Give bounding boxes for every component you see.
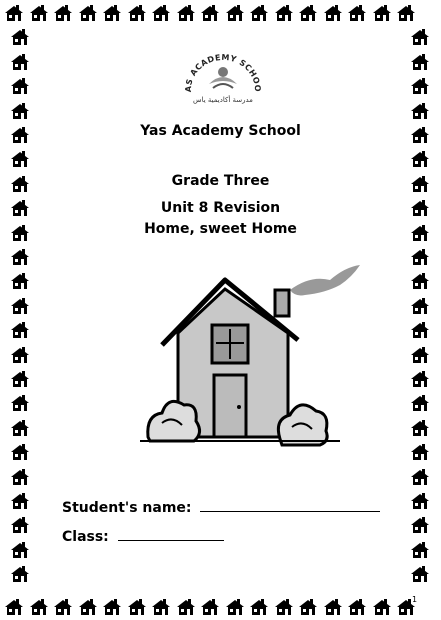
house-icon	[53, 598, 73, 616]
house-icon	[10, 346, 30, 364]
house-icon	[200, 598, 220, 616]
house-icon	[274, 4, 294, 22]
house-icon	[10, 541, 30, 559]
house-icon	[29, 598, 49, 616]
house-icon	[410, 394, 430, 412]
house-icon	[410, 492, 430, 510]
house-icon	[10, 297, 30, 315]
house-icon	[410, 297, 430, 315]
house-icon	[410, 443, 430, 461]
house-icon	[10, 394, 30, 412]
house-icon	[10, 468, 30, 486]
house-icon	[410, 346, 430, 364]
house-icon	[10, 272, 30, 290]
house-icon	[323, 4, 343, 22]
house-icon	[225, 598, 245, 616]
house-icon	[10, 492, 30, 510]
student-name-field[interactable]	[62, 499, 380, 516]
house-icon	[78, 598, 98, 616]
house-icon	[151, 598, 171, 616]
house-icon	[10, 443, 30, 461]
house-icon	[10, 321, 30, 339]
house-icon	[347, 4, 367, 22]
house-icon	[10, 77, 30, 95]
house-icon	[410, 248, 430, 266]
house-icon	[410, 77, 430, 95]
house-icon	[410, 28, 430, 46]
house-icon	[29, 4, 49, 22]
house-icon	[410, 419, 430, 437]
logo-arabic-text: مدرسة أكاديمية ياس	[193, 96, 253, 104]
class-label: Class:	[62, 529, 109, 545]
house-icon	[53, 4, 73, 22]
house-icon	[10, 53, 30, 71]
house-icon	[410, 370, 430, 388]
unit-title: Unit 8 Revision	[160, 200, 281, 216]
house-icon	[78, 4, 98, 22]
house-icon	[102, 598, 122, 616]
house-icon	[225, 4, 245, 22]
unit-subtitle: Home, sweet Home	[144, 221, 297, 237]
house-icon	[151, 4, 171, 22]
student-name-blank[interactable]	[200, 499, 380, 512]
house-icon	[4, 4, 24, 22]
house-icon	[410, 272, 430, 290]
school-logo	[173, 50, 273, 120]
house-icon	[127, 598, 147, 616]
class-blank[interactable]	[118, 528, 224, 541]
house-illustration	[140, 255, 370, 455]
house-icon	[10, 370, 30, 388]
house-icon	[10, 248, 30, 266]
house-icon	[176, 4, 196, 22]
house-icon	[410, 321, 430, 339]
logo-arc-text: AS ACADEMY SCHOO	[183, 52, 263, 93]
house-icon	[249, 4, 269, 22]
house-icon	[127, 4, 147, 22]
house-icon	[10, 150, 30, 168]
school-name: Yas Academy School	[140, 123, 301, 139]
house-icon	[323, 598, 343, 616]
house-icon	[10, 28, 30, 46]
house-icon	[372, 4, 392, 22]
house-icon	[200, 4, 220, 22]
house-icon	[249, 598, 269, 616]
house-icon	[10, 102, 30, 120]
house-icon	[10, 419, 30, 437]
house-icon	[347, 598, 367, 616]
house-icon	[102, 4, 122, 22]
house-icon	[396, 4, 416, 22]
grade-title: Grade Three	[171, 173, 270, 189]
house-icon	[176, 598, 196, 616]
class-field[interactable]	[62, 528, 224, 545]
house-icon	[10, 516, 30, 534]
student-name-label: Student's name:	[62, 500, 192, 516]
house-icon	[4, 598, 24, 616]
house-icon	[10, 565, 30, 583]
house-icon	[298, 4, 318, 22]
house-icon	[410, 150, 430, 168]
house-icon	[410, 53, 430, 71]
page-number: 1	[412, 595, 418, 604]
house-icon	[410, 516, 430, 534]
house-icon	[274, 598, 294, 616]
house-icon	[372, 598, 392, 616]
house-icon	[298, 598, 318, 616]
house-icon	[410, 468, 430, 486]
house-icon	[410, 541, 430, 559]
house-icon	[410, 102, 430, 120]
house-icon	[410, 565, 430, 583]
